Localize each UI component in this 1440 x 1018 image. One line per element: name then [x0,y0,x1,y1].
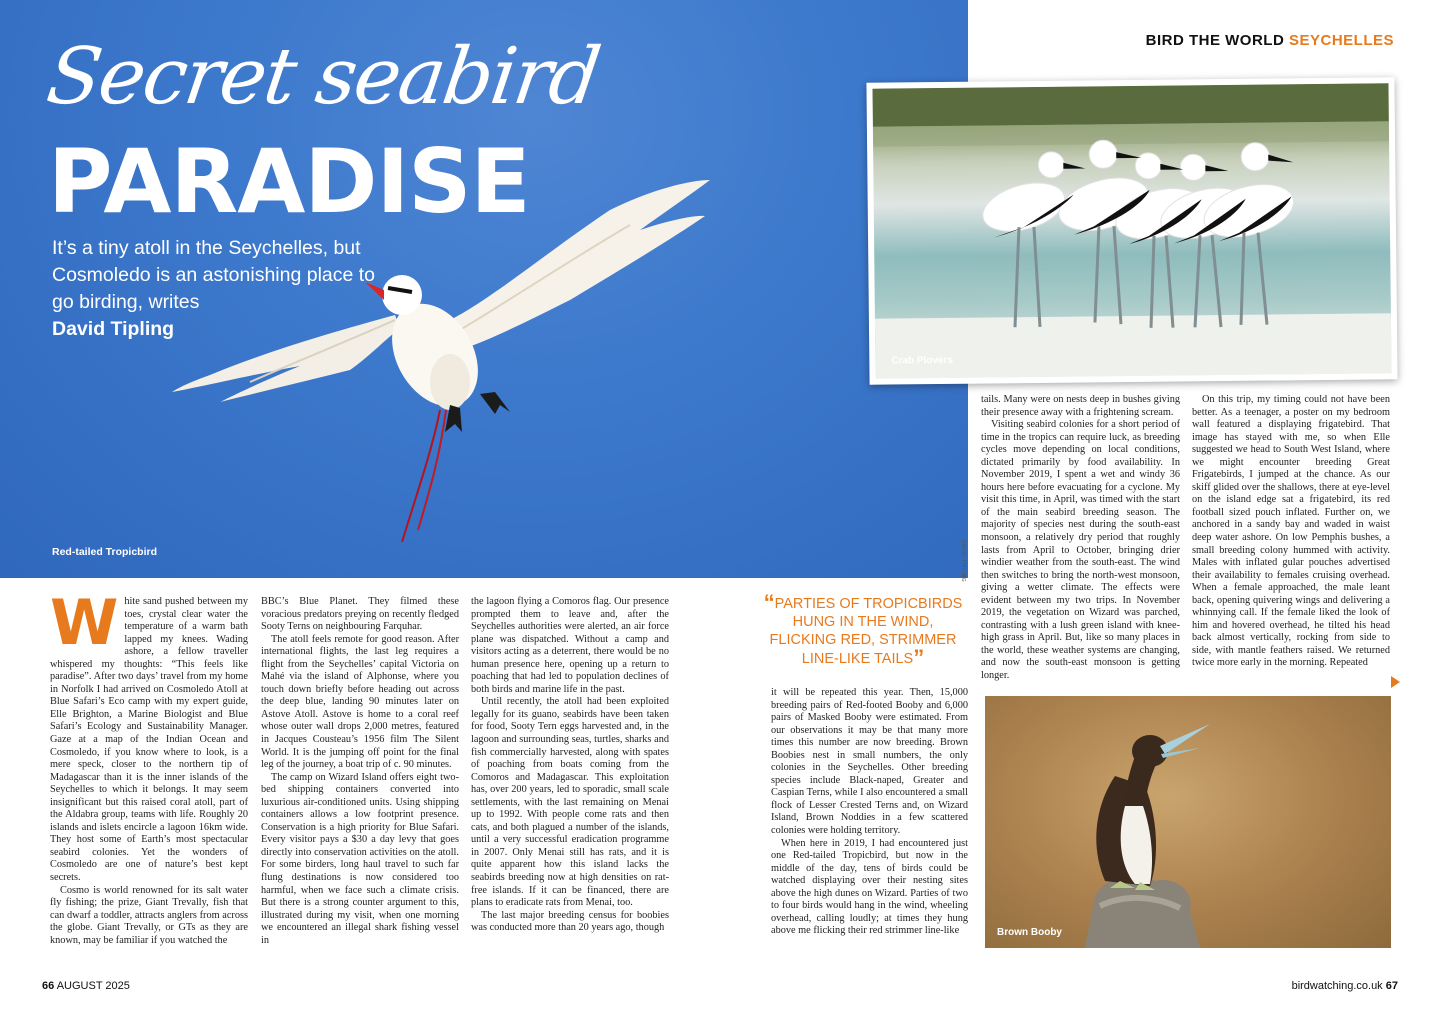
paragraph: The camp on Wizard Island offers eight two-bed shipping containers converted into luxurious air-conditioned units. Using shipping containers allows a low footprint presence. Conservation is a high priority for Blue Safari. Every visitor pays a $30 a day levy that goes directly into conservation activities on the atoll. For some birders, long haul travel to such far flung destinations is now considered too harmful, when we face such a climate crisis. But there is a strong counter argument to this, illustrated during my visit, when one morning we encountered an illegal shark fishing vessel in [261,771,459,946]
hero-caption: Red-tailed Tropicbird [52,546,158,558]
paragraph: hite sand pushed between my toes, crystal clear water the temperature of a warm bath lapped my knees. Wading ashore, a fellow traveller whispered my thoughts: “This feels like paradise”. After two days’ travel from my home in Norfolk I had arrived on Cosmoledo Atoll at Blue Safari’s Eco camp with my expert guide, Elle Brighton, a Marine Biologist and Blue Safari’s Ecology and Sustainability Manager. Gaze at a map of the Indian Ocean and Cosmoledo, if you know where to look, is a mere speck, closer to the northern tip of Madagascar than it is the inner islands of the Seychelles to which it belongs. It may seem insignificant but this raised coral atoll, part of the Aldabra group, teams with life. Roughly 20 islands and islets encircle a lagoon 16km wide. They host some of Earth’s most spectacular seabird colonies. Yet the wonders of Cosmoledo are one of nature’s best kept secrets. [50,596,248,884]
body-column-2 [261,596,459,947]
paragraph: the lagoon flying a Comoros flag. Our presence prompted them to leave and, after the Seychelles authorities were alerted, an air force plane was dispatched. Without a camp and visitors acting as a deterrent, there would be no human presence here, opening up a return to poaching that had led to population declines of both birds and marine life in the past. [471,596,669,695]
section-sub: SEYCHELLES [1288,32,1394,49]
brown-booby-illustration [985,696,1391,948]
body-column-5 [981,394,1180,683]
hero-image-tropicbird [0,0,968,578]
hero-photo-credit: DAVID TIPLING [960,540,966,583]
paragraph: tails. Many were on nests deep in bushes giving their presence away with a frightening scream. [981,394,1180,418]
body-column-1 [50,586,248,947]
paragraph: The last major breeding census for boobies was conducted more than 20 years ago, though [471,909,669,934]
section-label: BIRD THE WORLD [1145,32,1285,49]
brown-booby-photo [985,696,1391,948]
standfirst-text: It’s a tiny atoll in the Seychelles, but Cosmoledo is an astonishing place to go birding, writes [52,237,376,313]
paragraph: The atoll feels remote for good reason. After international flights, the last leg requires a flight from the Seychelles’ capital Victoria on Mahé via the island of Alphonse, where you touch down briefly before heading out across the deep blue, landing 90 minutes later on Astove Atoll. Astove is home to a coral reef whose outer wall drops 2,000 metres, featured in Jacques Cousteau’s 1956 film The Silent World. It is the jumping off point for the final leg of the journey, a boat trip of c. 90 minutes. [261,633,459,771]
folio-right [1292,980,1398,992]
open-quote-icon: “ [763,590,775,615]
paragraph: When here in 2019, I had encountered just one Red-tailed Tropicbird, but now in the middle of the day, tens of birds could be watched displaying over their nesting sites above the high dunes on Wizard. Parties of two to four birds would hang in the wind, wheeling overhead, calling loudly; at times they hung above me flicking their red strimmer line-like [771,837,968,937]
brown-booby-caption: Brown Booby [997,927,1062,938]
website[interactable]: birdwatching.co.uk [1291,980,1383,992]
paragraph: BBC’s Blue Planet. They filmed these voracious predators preying on recently fledged Sooty Terns on neighbouring Farquhar. [261,596,459,633]
paragraph: it will be repeated this year. Then, 15,000 breeding pairs of Red-footed Booby and 6,000 pairs of Masked Booby were estimated. From our observations it may be that many more times this number are now breeding. Brown Boobies nest in small numbers, the only colonies in the Seychelles. Other breeding species include Black-naped, Greater and Caspian Terns, while I also encountered a small flock of Lesser Crested Terns and, on Wizard Island, Brown Noddies in a few scattered colonies were holding territory. [771,687,968,837]
drop-cap: W [50,586,119,659]
continue-arrow-icon [1391,676,1400,688]
pull-quote [758,590,968,670]
body-column-6 [1192,394,1390,670]
pull-quote-text: PARTIES OF TROPICBIRDS HUNG IN THE WIND, FLICKING RED, STRIMMER LINE-LIKE TAILS [769,596,963,667]
issue-date: AUGUST 2025 [56,980,130,992]
tropicbird-illustration [150,170,720,550]
crab-plovers-illustration [872,83,1391,378]
body-column-4 [771,687,968,938]
body-column-3 [471,596,669,935]
headline: PARADISE [48,130,530,233]
crab-plovers-caption: Crab Plovers [891,354,954,367]
paragraph: Visiting seabird colonies for a short period of time in the tropics can require luck, as breeding cycles move depending on local conditions, dictated primarily by food availability. In November 2019, I spent a wet and windy 36 hours here before evacuating for a cyclone. My visit this time, in April, was timed with the start of the main seabird breeding season. The majority of species nest during the south-east monsoon, a relatively dry period that roughly lasts from April to October, bringing drier windier weather from the south-east. The wind then switches to bring the north-west monsoon, giving a wetter climate. The effects were evident between my two trips. In November 2019, the vegetation on Wizard was parched, contrasting with a lush green island with knee-high grass in April. But, like so many places in the world, these weather systems are changing, and now the south-east monsoon is getting longer. [981,419,1180,682]
byline-author: David Tipling [52,318,175,340]
close-quote-icon: ” [913,645,925,670]
folio-left [42,980,130,992]
crab-plovers-photo [866,77,1397,385]
paragraph: Until recently, the atoll had been exploited legally for its guano, seabirds have been taken for food, Sooty Tern eggs harvested and, in the lagoon and surrounding seas, turtles, sharks and fish commercially harvested, along with spates of poaching from boats coming from the Comoros and Madagascar. This exploitation has, over 200 years, led to sporadic, small scale settlements, with the last remaining on Menai up to 1992. With people come rats and then cats, and both plagued a number of the islands, until a very successful eradication programme in 2007. Only Menai still has rats, and it is quite apparent how this island lacks the seabirds breeding now at high densities on rat-free islands. If it can be financed, there are plans to eradicate rats from Menai, too. [471,696,669,909]
page-number-right: 67 [1385,980,1398,992]
paragraph: Cosmo is world renowned for its salt water fly fishing; the prize, Giant Trevally, fish that can dwarf a toddler, attracts anglers from across the globe. Giant Trevally, or GTs as they are known, may be familiar if you watched the [50,884,248,946]
paragraph: On this trip, my timing could not have been better. As a teenager, a poster on my bedroom wall featured a displaying frigatebird. That image has stayed with me, so when Elle suggested we head to South West Island, where we might encounter breeding Great Frigatebirds, I jumped at the chance. As our skiff glided over the shallows, there at eye-level on the island edge sat a frigatebird, its red football sized pouch inflated. Further on, we anchored in a sandy bay and waded in waist deep water ashore. On low Pemphis bushes, a small breeding colony hummed with activity. Males with inflated gular pouches advertised their availability to females cruising overhead. When a female approached, the male leant back, opening quivering wings and delivering a whinnying call. If the female liked the look of him and hovered overhead, he tilted his head back almost vertically, rocking from side to side, with mantle feathers raised. We returned twice more early in the morning. Repeated [1192,394,1390,669]
section-header [1146,32,1394,49]
page-number-left: 66 [42,980,55,992]
script-title: Secret seabird [41,32,604,122]
